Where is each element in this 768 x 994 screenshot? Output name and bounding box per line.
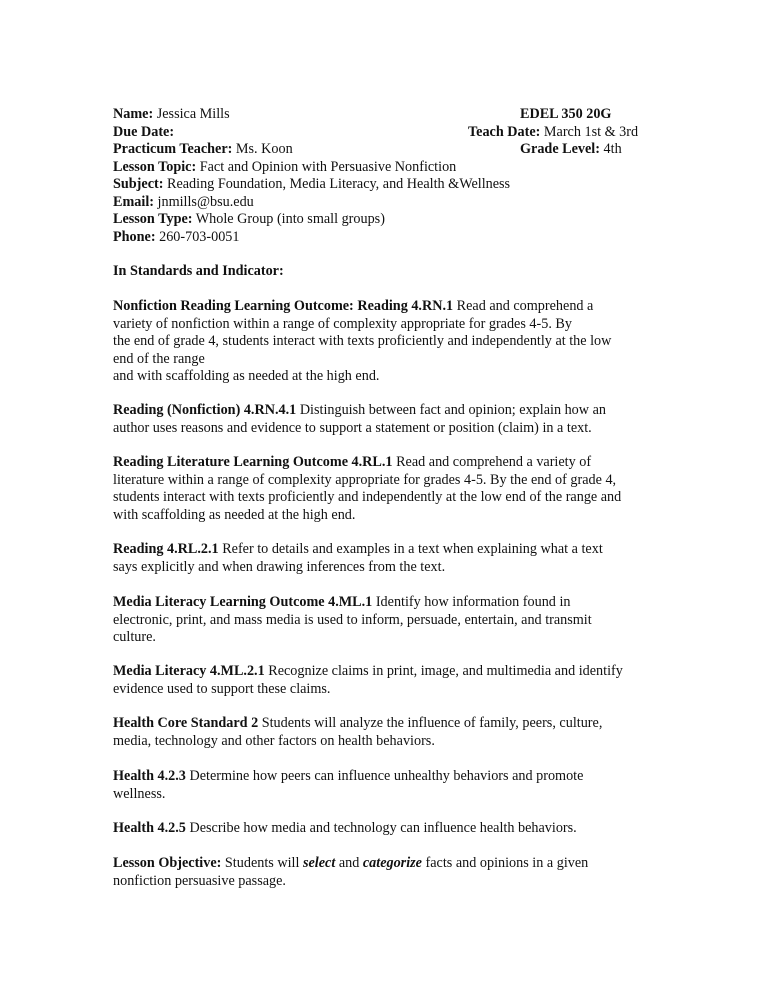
standard-reading-nonfiction (113, 402, 658, 437)
standard-title: Media Literacy Learning Outcome 4.ML.1 (113, 594, 373, 610)
standard-title: Health 4.2.5 (113, 820, 186, 836)
objective-select: select (302, 855, 336, 871)
email-row (113, 194, 658, 212)
standard-text: Students will analyze the influence of family, peers, culture, (258, 715, 603, 731)
lesson-type-row (113, 211, 658, 229)
standard-reading-literature (113, 454, 658, 524)
subject-value: Reading Foundation, Media Literacy, and Health &Wellness (163, 176, 511, 192)
standard-text: and with scaffolding as needed at the high end. (113, 368, 380, 384)
objective-text: facts and opinions in a given (421, 855, 589, 871)
practicum-teacher-value: Ms. Koon (232, 141, 293, 157)
standard-text: with scaffolding as needed at the high end. (113, 506, 356, 523)
lesson-type-value: Whole Group (into small groups) (192, 211, 385, 227)
standard-health-423 (113, 768, 658, 803)
standard-text: Recognize claims in print, image, and multimedia and identify (264, 663, 623, 679)
objective-label: Lesson Objective: (113, 855, 222, 871)
standard-media-literacy-outcome (113, 594, 658, 647)
subject-label: Subject: (113, 176, 164, 192)
standard-text: end of the range (113, 350, 205, 367)
name-value: Jessica Mills (153, 106, 230, 122)
standard-text: Read and comprehend a (453, 298, 594, 314)
standard-title: Reading (Nonfiction) 4.RN.4.1 (113, 402, 297, 418)
standard-text: Describe how media and technology can influence health behaviors. (185, 820, 577, 836)
standard-title: Reading Literature Learning Outcome 4.RL.1 (113, 454, 393, 470)
standard-text: Identify how information found in (372, 594, 571, 610)
standard-text: the end of grade 4, students interact with texts proficiently and independently at the low (113, 333, 612, 349)
lesson-objective (113, 855, 658, 890)
email-label: Email: (113, 193, 154, 210)
topic-label: Lesson Topic: (113, 158, 197, 175)
standard-media-literacy (113, 663, 658, 698)
topic-value: Fact and Opinion with Persuasive Nonfiction (196, 158, 457, 175)
standard-text: students interact with texts proficiently and independently at the low end of the range and (113, 489, 622, 505)
subject-row (113, 176, 658, 194)
phone-row (113, 229, 658, 247)
standard-text: media, technology and other factors on health behaviors. (113, 732, 435, 749)
standard-text: culture. (113, 629, 156, 645)
standard-health-core (113, 715, 658, 750)
standard-reading-rl (113, 541, 658, 576)
standard-text: literature within a range of complexity appropriate for grades 4-5. By the end of grade 4, (113, 471, 617, 488)
teach-date-label: Teach Date: (468, 123, 541, 140)
phone-label: Phone: (113, 228, 156, 245)
date-row (113, 124, 658, 142)
objective-text: Students will (221, 855, 303, 871)
standard-text: wellness. (113, 785, 166, 802)
standards-heading (113, 263, 658, 281)
phone-value: 260-703-0051 (155, 228, 240, 245)
standard-title: Nonfiction Reading Learning Outcome: Reading 4.RN.1 (113, 298, 454, 314)
standard-text: Read and comprehend a variety of (392, 454, 592, 470)
standard-title: Health 4.2.3 (113, 768, 186, 784)
standard-text: Refer to details and examples in a text when explaining what a text (218, 541, 603, 557)
standard-title: Health Core Standard 2 (113, 715, 259, 731)
standard-text: author uses reasons and evidence to support a statement or position (claim) in a text. (113, 419, 592, 436)
grade-level-value: 4th (599, 141, 622, 157)
practicum-teacher-label: Practicum Teacher: (113, 141, 233, 157)
standard-nonfiction-reading (113, 298, 658, 386)
standard-text: Distinguish between fact and opinion; explain how an (296, 402, 606, 418)
standard-text: evidence used to support these claims. (113, 680, 331, 697)
topic-row (113, 159, 658, 177)
name-label: Name: (113, 106, 154, 122)
objective-categorize: categorize (362, 855, 422, 871)
objective-text: and (335, 855, 363, 871)
header-block (113, 106, 658, 246)
standard-title: Reading 4.RL.2.1 (113, 541, 219, 557)
email-value: jnmills@bsu.edu (153, 193, 254, 210)
due-date-label: Due Date: (113, 123, 175, 140)
standard-text: Determine how peers can influence unhealthy behaviors and promote (185, 768, 584, 784)
course-code: EDEL 350 20G (520, 106, 612, 122)
standard-title: Media Literacy 4.ML.2.1 (113, 663, 265, 679)
standard-text: says explicitly and when drawing inferences from the text. (113, 558, 446, 575)
standard-text: electronic, print, and mass media is used to inform, persuade, entertain, and transmit (113, 611, 592, 628)
standard-health-425 (113, 820, 658, 838)
standards-heading-text: In Standards and Indicator: (113, 263, 284, 279)
grade-level-label: Grade Level: (520, 141, 600, 157)
lesson-type-label: Lesson Type: (113, 211, 193, 227)
objective-text: nonfiction persuasive passage. (113, 872, 286, 889)
teach-date-value: March 1st & 3rd (540, 123, 639, 140)
standard-text: variety of nonfiction within a range of complexity appropriate for grades 4-5. By (113, 315, 572, 332)
teacher-row (113, 141, 658, 159)
name-row (113, 106, 658, 124)
